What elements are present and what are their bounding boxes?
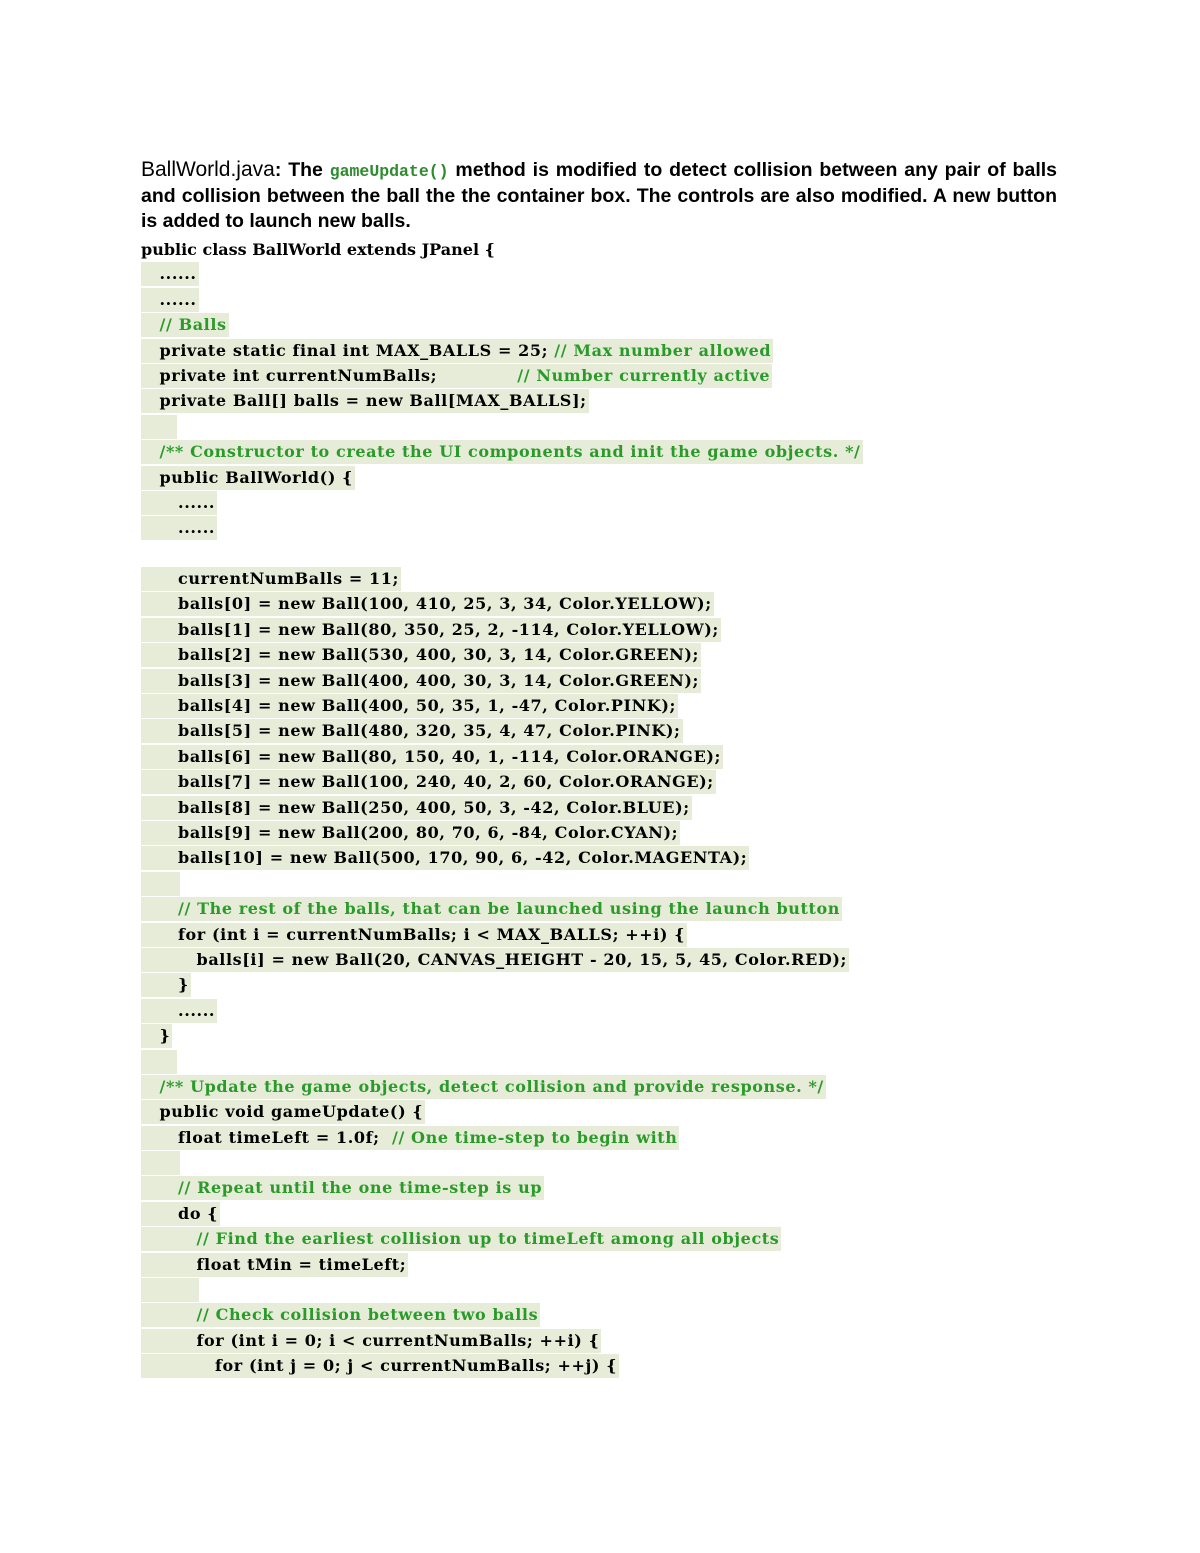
code-highlight	[141, 719, 683, 743]
code-line	[141, 846, 1141, 871]
code-indent	[141, 442, 160, 461]
code-line	[141, 516, 1141, 541]
intro-lead: : The	[274, 159, 330, 181]
code-highlight	[141, 313, 229, 337]
code-highlight	[141, 466, 355, 490]
code-line	[141, 339, 1141, 364]
code-text: public BallWorld() {	[159, 467, 354, 487]
code-highlight	[141, 1151, 180, 1175]
code-line	[141, 1151, 1141, 1176]
code-line	[141, 237, 1141, 262]
code-indent	[141, 772, 178, 791]
code-line	[141, 999, 1141, 1024]
code-highlight	[141, 643, 701, 667]
code-line	[141, 288, 1141, 313]
code-text: balls[9] = new Ball(200, 80, 70, 6, -84, Color.CYAN);	[178, 822, 679, 842]
code-indent	[141, 315, 160, 334]
code-indent	[141, 493, 178, 512]
code-text: ......	[178, 1000, 216, 1020]
code-highlight	[141, 872, 180, 896]
code-text: for (int i = currentNumBalls; i < MAX_BALLS; ++i) {	[178, 924, 686, 944]
code-indent	[141, 341, 160, 360]
code-highlight	[141, 1024, 172, 1048]
code-highlight	[141, 745, 723, 769]
code-highlight	[141, 1329, 601, 1353]
code-indent	[141, 1102, 160, 1121]
code-indent	[141, 823, 178, 842]
code-text: balls[1] = new Ball(80, 350, 25, 2, -114, Color.YELLOW);	[178, 619, 719, 639]
code-indent	[141, 1305, 197, 1324]
code-indent	[141, 696, 178, 715]
code-text: ......	[178, 492, 216, 512]
code-line	[141, 389, 1141, 414]
code-highlight	[141, 1050, 177, 1074]
code-text: balls[2] = new Ball(530, 400, 30, 3, 14, Color.GREEN);	[178, 645, 700, 665]
code-indent	[141, 1255, 197, 1274]
code-text: balls[3] = new Ball(400, 400, 30, 3, 14, Color.GREEN);	[178, 670, 700, 690]
code-comment: /** Update the game objects, detect collision and provide response. */	[159, 1076, 824, 1096]
code-highlight	[141, 923, 687, 947]
code-highlight	[141, 999, 217, 1023]
code-text: ......	[178, 518, 216, 538]
code-text: for (int j = 0; j < currentNumBalls; ++j) {	[215, 1356, 618, 1376]
code-highlight	[141, 846, 749, 870]
code-line	[141, 973, 1141, 998]
code-indent	[141, 1178, 178, 1197]
code-text: private static final int MAX_BALLS = 25;	[159, 340, 555, 360]
code-line	[141, 643, 1141, 668]
code-highlight	[141, 948, 849, 972]
code-highlight	[141, 491, 217, 515]
code-line	[141, 669, 1141, 694]
code-line	[141, 1176, 1141, 1201]
code-line	[141, 897, 1141, 922]
code-line	[141, 364, 1141, 389]
code-highlight	[141, 973, 191, 997]
code-highlight	[141, 1075, 826, 1099]
code-highlight	[141, 339, 773, 363]
code-text: balls[8] = new Ball(250, 400, 50, 3, -42, Color.BLUE);	[178, 797, 690, 817]
code-line	[141, 745, 1141, 770]
code-indent	[141, 468, 160, 487]
code-highlight	[141, 1100, 425, 1124]
code-indent	[141, 645, 178, 664]
code-indent	[141, 391, 160, 410]
code-highlight	[141, 415, 177, 439]
code-line	[141, 821, 1141, 846]
code-indent	[141, 569, 178, 588]
code-line	[141, 313, 1141, 338]
code-line	[141, 491, 1141, 516]
code-indent	[141, 798, 178, 817]
code-highlight	[141, 821, 680, 845]
code-indent	[141, 1128, 178, 1147]
code-indent	[141, 264, 160, 283]
code-highlight	[141, 516, 217, 540]
code-text: balls[4] = new Ball(400, 50, 35, 1, -47, Color.PINK);	[178, 696, 677, 716]
code-text: balls[6] = new Ball(80, 150, 40, 1, -114, Color.ORANGE);	[178, 746, 722, 766]
code-highlight	[141, 1202, 220, 1226]
code-indent	[141, 848, 178, 867]
code-highlight	[141, 796, 692, 820]
code-text: currentNumBalls = 11;	[178, 569, 400, 589]
code-line	[141, 567, 1141, 592]
code-line	[141, 719, 1141, 744]
code-line	[141, 618, 1141, 643]
code-highlight	[141, 440, 863, 464]
code-highlight	[141, 364, 772, 388]
method-code: gameUpdate()	[329, 162, 449, 181]
code-indent	[141, 874, 178, 893]
code-highlight	[141, 592, 714, 616]
code-text: ......	[159, 264, 197, 284]
code-line	[141, 694, 1141, 719]
intro-text: method is modified to detect collision between any pair of balls and collision between the ball the the container box. The controls are also modified. A new button is added to launch new balls.	[141, 159, 1057, 232]
code-highlight	[141, 669, 701, 693]
code-indent	[141, 975, 178, 994]
code-comment: // Number currently active	[517, 365, 771, 385]
code-text: balls[5] = new Ball(480, 320, 35, 4, 47, Color.PINK);	[178, 721, 681, 741]
code-line	[141, 1227, 1141, 1252]
code-highlight	[141, 567, 401, 591]
code-text: public class BallWorld extends JPanel {	[141, 240, 495, 259]
code-comment: // Balls	[159, 315, 227, 335]
code-text: balls[10] = new Ball(500, 170, 90, 6, -42, Color.MAGENTA);	[178, 848, 748, 868]
code-highlight	[141, 288, 199, 312]
code-line	[141, 872, 1141, 897]
code-line	[141, 948, 1141, 973]
code-highlight	[141, 1253, 408, 1277]
code-indent	[141, 1356, 215, 1375]
code-indent	[141, 671, 178, 690]
code-line	[141, 1329, 1141, 1354]
code-text: float timeLeft = 1.0f;	[178, 1127, 392, 1147]
code-indent	[141, 290, 160, 309]
code-comment: // Check collision between two balls	[196, 1305, 539, 1325]
intro-paragraph	[141, 157, 1057, 234]
code-text: ......	[159, 289, 197, 309]
code-indent	[141, 620, 178, 639]
code-listing	[141, 237, 1141, 1380]
code-comment: // Max number allowed	[554, 340, 772, 360]
code-text: do {	[178, 1203, 219, 1223]
code-text: private Ball[] balls = new Ball[MAX_BALLS];	[159, 391, 587, 411]
code-indent	[141, 1280, 197, 1299]
code-indent	[141, 594, 178, 613]
code-indent	[141, 366, 160, 385]
code-highlight	[141, 1278, 199, 1302]
code-indent	[141, 899, 178, 918]
code-indent	[141, 721, 178, 740]
code-highlight	[141, 1126, 679, 1150]
code-comment: // Find the earliest collision up to timeLeft among all objects	[196, 1229, 780, 1249]
code-text: public void gameUpdate() {	[159, 1102, 424, 1122]
code-highlight	[141, 1176, 544, 1200]
code-indent	[141, 518, 178, 537]
code-line	[141, 542, 1141, 567]
code-indent	[141, 1153, 178, 1172]
code-line	[141, 1303, 1141, 1328]
code-highlight	[141, 770, 716, 794]
code-comment: // One time-step to begin with	[392, 1127, 678, 1147]
code-line	[141, 592, 1141, 617]
code-line	[141, 1253, 1141, 1278]
code-line	[141, 1075, 1141, 1100]
code-line	[141, 440, 1141, 465]
code-line	[141, 796, 1141, 821]
code-highlight	[141, 1303, 540, 1327]
code-text: private int currentNumBalls;	[159, 365, 518, 385]
code-highlight	[141, 1227, 781, 1251]
code-line	[141, 1354, 1141, 1379]
code-line	[141, 1024, 1141, 1049]
code-text: float tMin = timeLeft;	[196, 1254, 407, 1274]
code-line	[141, 1100, 1141, 1125]
code-highlight	[141, 389, 589, 413]
code-line	[141, 1202, 1141, 1227]
code-highlight	[141, 897, 842, 921]
code-line	[141, 466, 1141, 491]
code-text: balls[i] = new Ball(20, CANVAS_HEIGHT - 20, 15, 5, 45, Color.RED);	[196, 949, 848, 969]
code-text: }	[159, 1026, 171, 1046]
code-indent	[141, 1077, 160, 1096]
code-text: balls[0] = new Ball(100, 410, 25, 3, 34, Color.YELLOW);	[178, 594, 712, 614]
code-comment: /** Constructor to create the UI components and init the game objects. */	[159, 442, 861, 462]
code-line	[141, 923, 1141, 948]
code-highlight	[141, 694, 678, 718]
code-indent	[141, 950, 197, 969]
code-indent	[141, 925, 178, 944]
code-indent	[141, 1229, 197, 1248]
code-line	[141, 770, 1141, 795]
code-highlight	[141, 1354, 619, 1378]
code-indent	[141, 747, 178, 766]
code-highlight	[141, 618, 721, 642]
code-indent	[141, 1204, 178, 1223]
code-comment: // Repeat until the one time-step is up	[178, 1178, 543, 1198]
code-highlight	[141, 262, 199, 286]
code-indent	[141, 1026, 160, 1045]
code-line	[141, 262, 1141, 287]
code-text: }	[178, 975, 189, 995]
file-name: BallWorld.java	[141, 158, 275, 181]
code-line	[141, 1278, 1141, 1303]
code-text: balls[7] = new Ball(100, 240, 40, 2, 60, Color.ORANGE);	[178, 772, 714, 792]
code-indent	[141, 1001, 178, 1020]
code-line	[141, 1050, 1141, 1075]
code-line	[141, 415, 1141, 440]
code-line	[141, 1126, 1141, 1151]
code-text: for (int i = 0; i < currentNumBalls; ++i) {	[196, 1330, 600, 1350]
code-indent	[141, 1331, 197, 1350]
code-comment: // The rest of the balls, that can be launched using the launch button	[178, 899, 840, 919]
